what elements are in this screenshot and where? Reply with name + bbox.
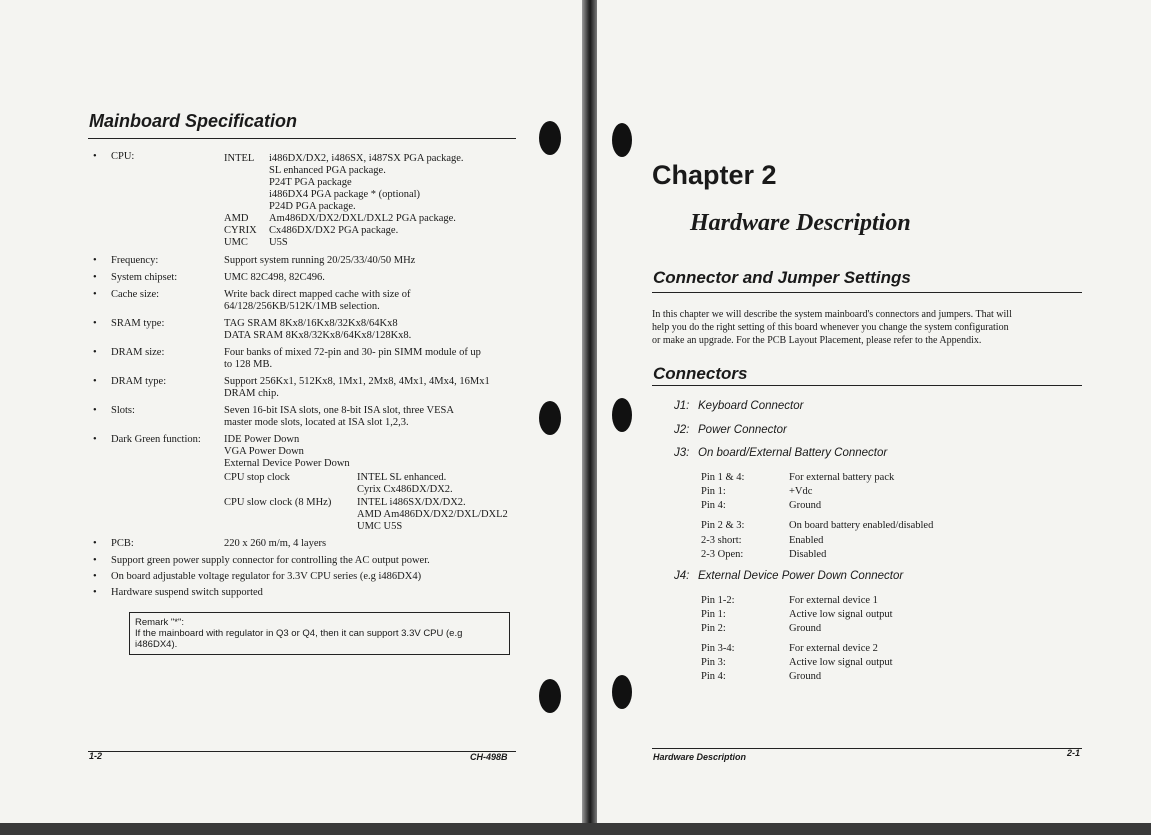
pin-desc: Enabled <box>789 535 824 546</box>
intro-line: or make an upgrade. For the PCB Layout Placement, please refer to the Appendix. <box>652 335 982 346</box>
bullet-dot: • <box>93 434 97 445</box>
cpu-model: P24D PGA package. <box>269 201 356 212</box>
bullet-dot: • <box>93 255 97 266</box>
connector-name: On board/External Battery Connector <box>698 447 888 459</box>
connector-name: Power Connector <box>698 424 787 436</box>
remark-box <box>129 612 510 655</box>
cpu-model: U5S <box>269 237 288 248</box>
pin-label: Pin 2 & 3: <box>701 520 745 531</box>
right-page <box>597 0 1151 823</box>
section-heading: Connector and Jumper Settings <box>653 268 911 287</box>
connector-name: Keyboard Connector <box>698 400 804 412</box>
pin-desc: On board battery enabled/disabled <box>789 520 934 531</box>
pin-desc: Active low signal output <box>789 609 893 620</box>
pin-desc: For external device 2 <box>789 643 878 654</box>
pin-desc: For external device 1 <box>789 595 878 606</box>
slow-clock-value: AMD Am486DX/DX2/DXL/DXL2 <box>357 509 508 520</box>
intro-line: In this chapter we will describe the system mainboard's connectors and jumpers. That will <box>652 309 1012 320</box>
bullet-dot: • <box>93 289 97 300</box>
bullet-dot: • <box>93 272 97 283</box>
pin-label: Pin 4: <box>701 500 726 511</box>
spec-value: External Device Power Down <box>224 458 350 469</box>
spec-label: DRAM size: <box>111 347 165 358</box>
bullet-dot: • <box>93 318 97 329</box>
spec-value: IDE Power Down <box>224 434 300 445</box>
spec-value: to 128 MB. <box>224 359 273 370</box>
pin-label: Pin 4: <box>701 671 726 682</box>
bullet-dot: • <box>93 538 97 549</box>
pin-label: 2-3 short: <box>701 535 742 546</box>
spec-label: PCB: <box>111 538 134 549</box>
chapter-title: Hardware Description <box>690 210 911 236</box>
slow-clock-value: UMC U5S <box>357 521 403 532</box>
pin-desc: Ground <box>789 671 822 682</box>
cpu-model: Am486DX/DX2/DXL/DXL2 PGA package. <box>269 213 456 224</box>
connector-id: J4: <box>674 570 690 582</box>
heading-rule <box>652 385 1082 386</box>
cpu-vendor: AMD <box>224 213 249 224</box>
connector-id: J3: <box>674 447 690 459</box>
spec-value: DATA SRAM 8Kx8/32Kx8/64Kx8/128Kx8. <box>224 330 412 341</box>
spec-value: TAG SRAM 8Kx8/16Kx8/32Kx8/64Kx8 <box>224 318 398 329</box>
cpu-model: Cx486DX/DX2 PGA package. <box>269 225 399 236</box>
spec-value: Support system running 20/25/33/40/50 MHz <box>224 255 416 266</box>
spec-label: DRAM type: <box>111 376 167 387</box>
section-title: Mainboard Specification <box>89 111 298 131</box>
left-page <box>0 0 582 823</box>
cpu-model: SL enhanced PGA package. <box>269 165 386 176</box>
feature-item: Support green power supply connector for controlling the AC output power. <box>111 555 430 566</box>
cpu-model: i486DX4 PGA package * (optional) <box>269 189 421 200</box>
spec-label: SRAM type: <box>111 318 165 329</box>
cpu-label: CPU: <box>111 151 135 162</box>
binder-hole <box>539 401 561 435</box>
intro-line: help you do the right setting of this board whenever you change the system configuration <box>652 322 1009 333</box>
section-heading: Connectors <box>653 364 748 383</box>
book-gutter <box>582 0 597 835</box>
spec-value: DRAM chip. <box>224 388 279 399</box>
pin-label: Pin 2: <box>701 623 726 634</box>
bottom-edge <box>0 823 1151 835</box>
footer-title: Hardware Description <box>653 752 747 762</box>
pin-desc: +Vdc <box>789 486 813 497</box>
slow-clock-label: CPU slow clock (8 MHz) <box>224 497 332 508</box>
remark-title: Remark "*": <box>135 617 184 628</box>
bullet-dot: • <box>93 376 97 387</box>
bullet-dot: • <box>93 151 97 162</box>
pin-label: Pin 3: <box>701 657 726 668</box>
feature-item: Hardware suspend switch supported <box>111 587 263 598</box>
connector-id: J1: <box>674 400 690 412</box>
bullet-dot: • <box>93 347 97 358</box>
cpu-model: P24T PGA package <box>269 177 352 188</box>
footer-rule <box>88 751 516 752</box>
connector-name: External Device Power Down Connector <box>698 570 904 582</box>
spec-label: Dark Green function: <box>111 434 201 445</box>
heading-rule <box>652 292 1082 293</box>
bullet-dot: • <box>93 587 97 598</box>
feature-item: On board adjustable voltage regulator for 3.3V CPU series (e.g i486DX4) <box>111 571 422 582</box>
cpu-vendor: UMC <box>224 237 248 248</box>
bullet-dot: • <box>93 555 97 566</box>
page-number: 2-1 <box>1067 748 1081 758</box>
title-rule <box>88 138 516 139</box>
spec-value: 64/128/256KB/512K/1MB selection. <box>224 301 380 312</box>
chapter-number: Chapter 2 <box>652 160 777 190</box>
bullet-dot: • <box>93 571 97 582</box>
pin-label: Pin 3-4: <box>701 643 735 654</box>
page-number: 1-2 <box>89 751 103 761</box>
pin-label: Pin 1: <box>701 609 726 620</box>
spec-value: UMC 82C498, 82C496. <box>224 272 325 283</box>
pin-label: Pin 1: <box>701 486 726 497</box>
pin-desc: Ground <box>789 623 822 634</box>
pin-label: Pin 1-2: <box>701 595 735 606</box>
stop-clock-value: INTEL SL enhanced. <box>357 472 447 483</box>
spec-value: VGA Power Down <box>224 446 304 457</box>
model-number: CH-498B <box>470 752 508 762</box>
pin-desc: Disabled <box>789 549 827 560</box>
spec-value: Support 256Kx1, 512Kx8, 1Mx1, 2Mx8, 4Mx1, 4Mx4, 16Mx1 <box>224 376 490 387</box>
pin-label: 2-3 Open: <box>701 549 744 560</box>
stop-clock-label: CPU stop clock <box>224 472 290 483</box>
spec-label: Cache size: <box>111 289 160 300</box>
spec-value: Four banks of mixed 72-pin and 30- pin SIMM module of up <box>224 347 481 358</box>
cpu-vendor: INTEL <box>224 153 255 164</box>
binder-hole <box>539 679 561 713</box>
pin-label: Pin 1 & 4: <box>701 472 745 483</box>
spec-label: Frequency: <box>111 255 159 266</box>
cpu-vendor: CYRIX <box>224 225 257 236</box>
binder-hole <box>612 675 632 709</box>
spec-value: 220 x 260 m/m, 4 layers <box>224 538 327 549</box>
spec-value: master mode slots, located at ISA slot 1,2,3. <box>224 417 409 428</box>
connector-id: J2: <box>674 424 690 436</box>
remark-text: If the mainboard with regulator in Q3 or Q4, then it can support 3.3V CPU (e.g i486DX4). <box>135 628 463 650</box>
pin-desc: Ground <box>789 500 822 511</box>
binder-hole <box>539 121 561 155</box>
pin-desc: For external battery pack <box>789 472 895 483</box>
slow-clock-value: INTEL i486SX/DX/DX2. <box>357 497 466 508</box>
bullet-dot: • <box>93 405 97 416</box>
spec-value: Seven 16-bit ISA slots, one 8-bit ISA slot, three VESA <box>224 405 454 416</box>
spec-label: Slots: <box>111 405 135 416</box>
spec-label: System chipset: <box>111 272 178 283</box>
footer-rule <box>652 748 1082 749</box>
cpu-model: i486DX/DX2, i486SX, i487SX PGA package. <box>269 153 464 164</box>
spec-value: Write back direct mapped cache with size of <box>224 289 411 300</box>
binder-hole <box>612 398 632 432</box>
stop-clock-value: Cyrix Cx486DX/DX2. <box>357 484 453 495</box>
binder-hole <box>612 123 632 157</box>
pin-desc: Active low signal output <box>789 657 893 668</box>
